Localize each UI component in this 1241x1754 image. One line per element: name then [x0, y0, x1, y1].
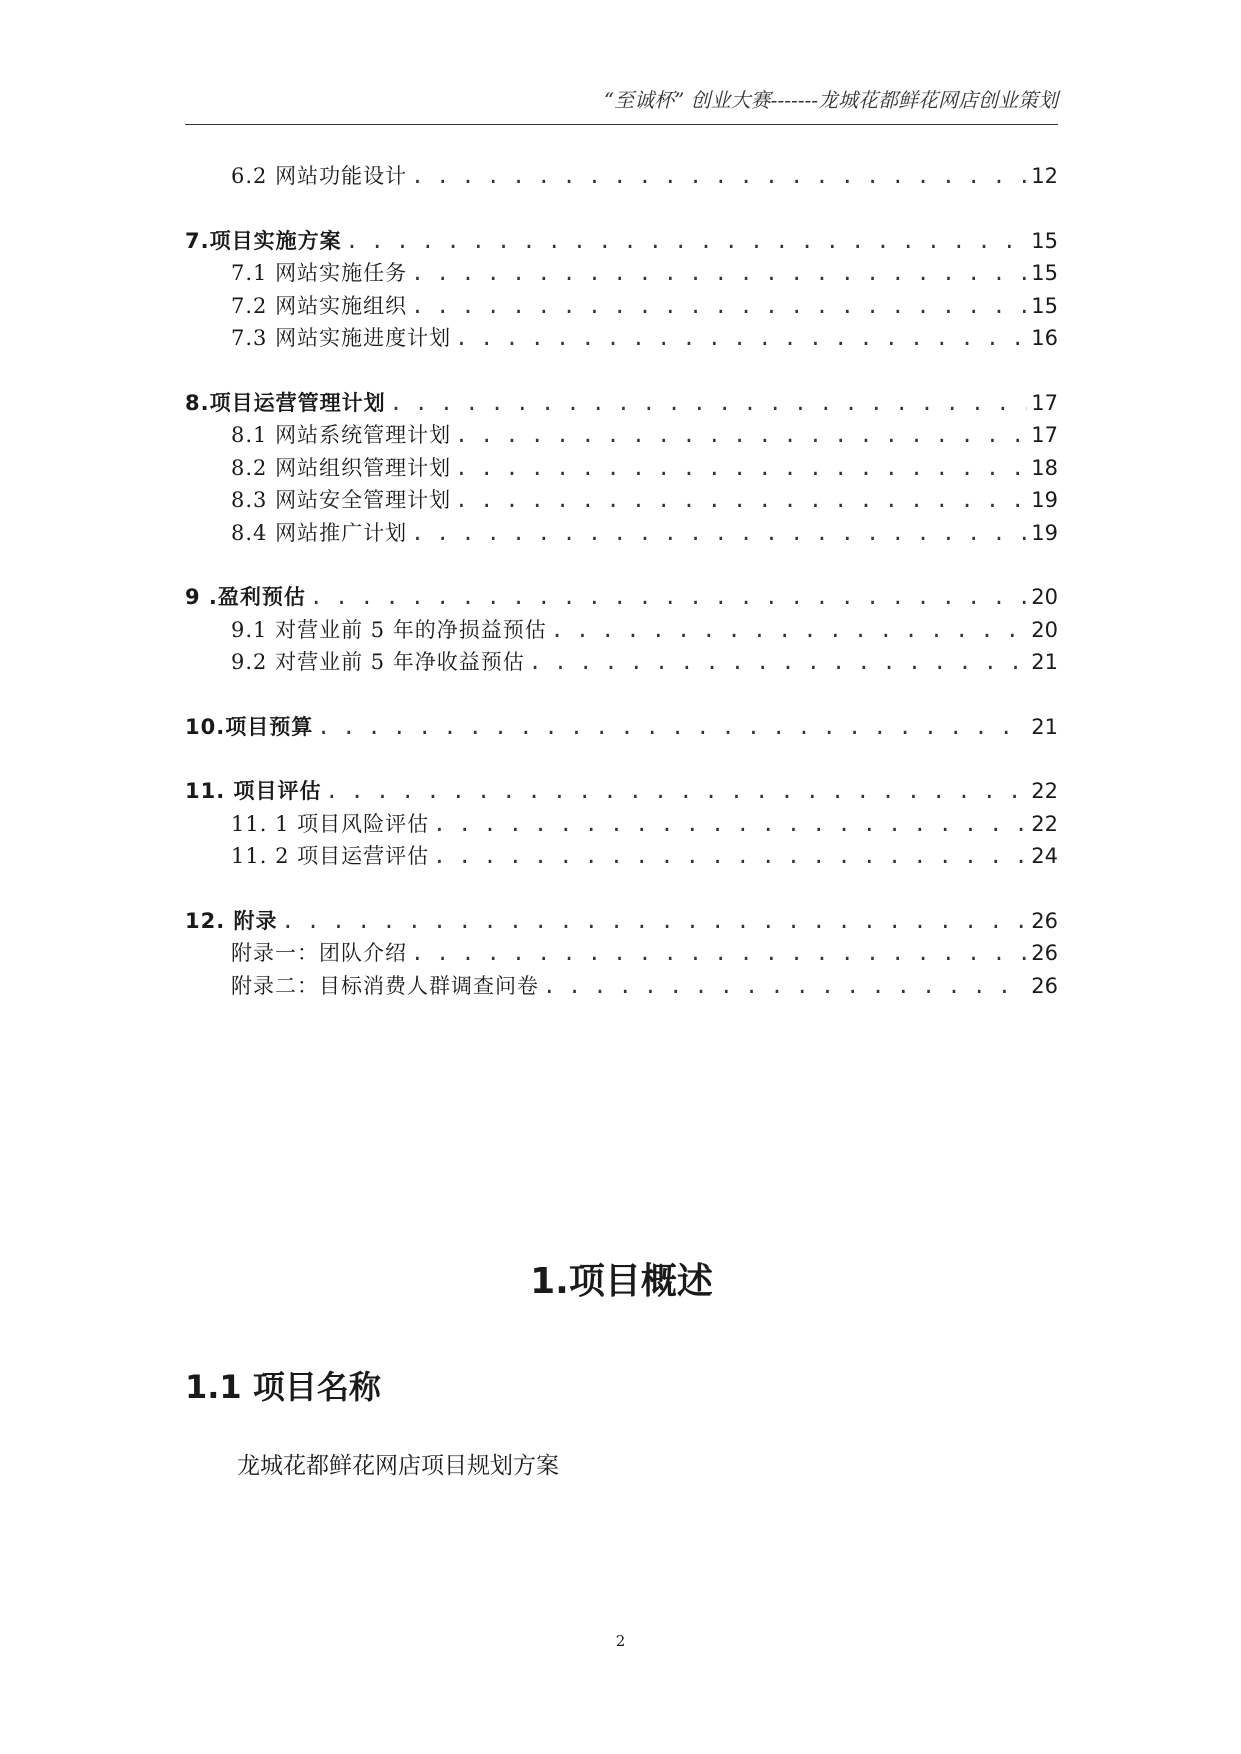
toc-entry-page: 26: [1031, 908, 1058, 933]
toc-entry-label: 9 .盈利预估: [185, 585, 306, 609]
toc-entry-page: 16: [1031, 326, 1058, 350]
toc-section-entry[interactable]: [185, 808, 1058, 841]
toc-group: [185, 160, 1058, 193]
toc-section-entry[interactable]: [185, 419, 1058, 452]
toc-entry-page: 15: [1031, 228, 1058, 253]
toc-entry-page: 26: [1031, 973, 1058, 998]
toc-entry-label: 7.3 网站实施进度计划: [231, 326, 452, 350]
toc-entry-page: 15: [1031, 293, 1058, 318]
body-paragraph: 龙城花都鲜花网店项目规划方案: [237, 1453, 559, 1479]
toc-chapter-entry[interactable]: [185, 387, 1058, 420]
toc-entry-label: 9.1 对营业前 5 年的净损益预估: [231, 617, 547, 642]
toc-section-entry[interactable]: [185, 322, 1058, 355]
toc-group: [185, 905, 1058, 1003]
toc-section-entry[interactable]: [185, 646, 1058, 679]
toc-entry-label: 附录一：团队介绍: [231, 941, 407, 965]
toc-entry-label: 6.2 网站功能设计: [231, 164, 408, 188]
toc-dot-leader: [455, 326, 1027, 350]
toc-entry-label: 8.3 网站安全管理计划: [231, 488, 452, 512]
toc-dot-leader: [411, 164, 1027, 188]
toc-entry-page: 26: [1031, 941, 1058, 965]
toc-group: [185, 711, 1058, 744]
toc-entry-page: 12: [1031, 164, 1058, 188]
toc-entry-page: 24: [1031, 844, 1058, 868]
toc-entry-page: 17: [1031, 423, 1058, 447]
toc-entry-label: 8.4 网站推广计划: [231, 520, 408, 545]
toc-entry-label: 7.2 网站实施组织: [231, 293, 408, 318]
toc-group: [185, 581, 1058, 679]
toc-dot-leader: [282, 909, 1028, 933]
toc-entry-page: 21: [1031, 714, 1058, 739]
toc-dot-leader: [455, 456, 1027, 480]
toc-section-entry[interactable]: [185, 517, 1058, 550]
toc-dot-leader: [411, 941, 1027, 965]
toc-dot-leader: [551, 618, 1027, 642]
toc-entry-label: 8.1 网站系统管理计划: [231, 423, 452, 447]
toc-section-entry[interactable]: [185, 484, 1058, 517]
toc-group: [185, 225, 1058, 355]
toc-chapter-entry[interactable]: [185, 905, 1058, 938]
toc-dot-leader: [411, 294, 1027, 318]
toc-entry-label: 11. 1 项目风险评估: [231, 811, 430, 836]
toc-section-entry[interactable]: [185, 452, 1058, 485]
toc-dot-leader: [411, 521, 1027, 545]
toc-entry-page: 18: [1031, 455, 1058, 480]
toc-dot-leader: [455, 423, 1027, 447]
toc-entry-page: 20: [1031, 585, 1058, 609]
toc-entry-page: 20: [1031, 617, 1058, 642]
toc-dot-leader: [326, 779, 1028, 803]
section-title: 1.1 项目名称: [185, 1368, 381, 1406]
toc-entry-page: 21: [1031, 650, 1058, 674]
chapter-title: 1.项目概述: [530, 1261, 713, 1302]
toc-entry-label: 8.2 网站组织管理计划: [231, 455, 452, 480]
toc-section-entry[interactable]: [185, 290, 1058, 323]
toc-chapter-entry[interactable]: [185, 581, 1058, 614]
toc-section-entry[interactable]: [185, 937, 1058, 970]
toc-entry-label: 9.2 对营业前 5 年净收益预估: [231, 650, 525, 674]
toc-section-entry[interactable]: [185, 614, 1058, 647]
toc-entry-page: 19: [1031, 488, 1058, 512]
toc-entry-page: 22: [1031, 811, 1058, 836]
table-of-contents: [185, 160, 1058, 1034]
toc-entry-label: 7.项目实施方案: [185, 228, 342, 253]
toc-dot-leader: [317, 715, 1027, 739]
toc-dot-leader: [543, 974, 1027, 998]
toc-entry-page: 22: [1031, 779, 1058, 803]
page-number: 2: [615, 1632, 626, 1650]
toc-section-entry[interactable]: [185, 257, 1058, 290]
toc-chapter-entry[interactable]: [185, 225, 1058, 258]
toc-section-entry[interactable]: [185, 160, 1058, 193]
toc-section-entry[interactable]: [185, 970, 1058, 1003]
toc-dot-leader: [411, 261, 1027, 285]
toc-group: [185, 387, 1058, 550]
toc-entry-label: 附录二：目标消费人群调查问卷: [231, 973, 539, 998]
toc-entry-label: 8.项目运营管理计划: [185, 390, 386, 415]
toc-chapter-entry[interactable]: [185, 775, 1058, 808]
toc-entry-label: 12. 附录: [185, 908, 278, 933]
toc-entry-page: 15: [1031, 261, 1058, 285]
running-header: “至诚杯” 创业大赛-------龙城花都鲜花网店创业策划: [603, 88, 1058, 112]
toc-group: [185, 775, 1058, 873]
toc-entry-label: 11. 项目评估: [185, 779, 322, 803]
toc-dot-leader: [390, 391, 1028, 415]
toc-section-entry[interactable]: [185, 840, 1058, 873]
toc-dot-leader: [433, 844, 1027, 868]
toc-entry-label: 10.项目预算: [185, 714, 314, 739]
toc-dot-leader: [310, 585, 1027, 609]
toc-entry-page: 17: [1031, 390, 1058, 415]
header-divider: [185, 124, 1058, 125]
toc-dot-leader: [433, 812, 1027, 836]
toc-entry-label: 11. 2 项目运营评估: [231, 844, 430, 868]
toc-chapter-entry[interactable]: [185, 711, 1058, 744]
toc-entry-label: 7.1 网站实施任务: [231, 261, 408, 285]
toc-dot-leader: [346, 229, 1028, 253]
toc-entry-page: 19: [1031, 520, 1058, 545]
toc-dot-leader: [529, 650, 1027, 674]
toc-dot-leader: [455, 488, 1027, 512]
